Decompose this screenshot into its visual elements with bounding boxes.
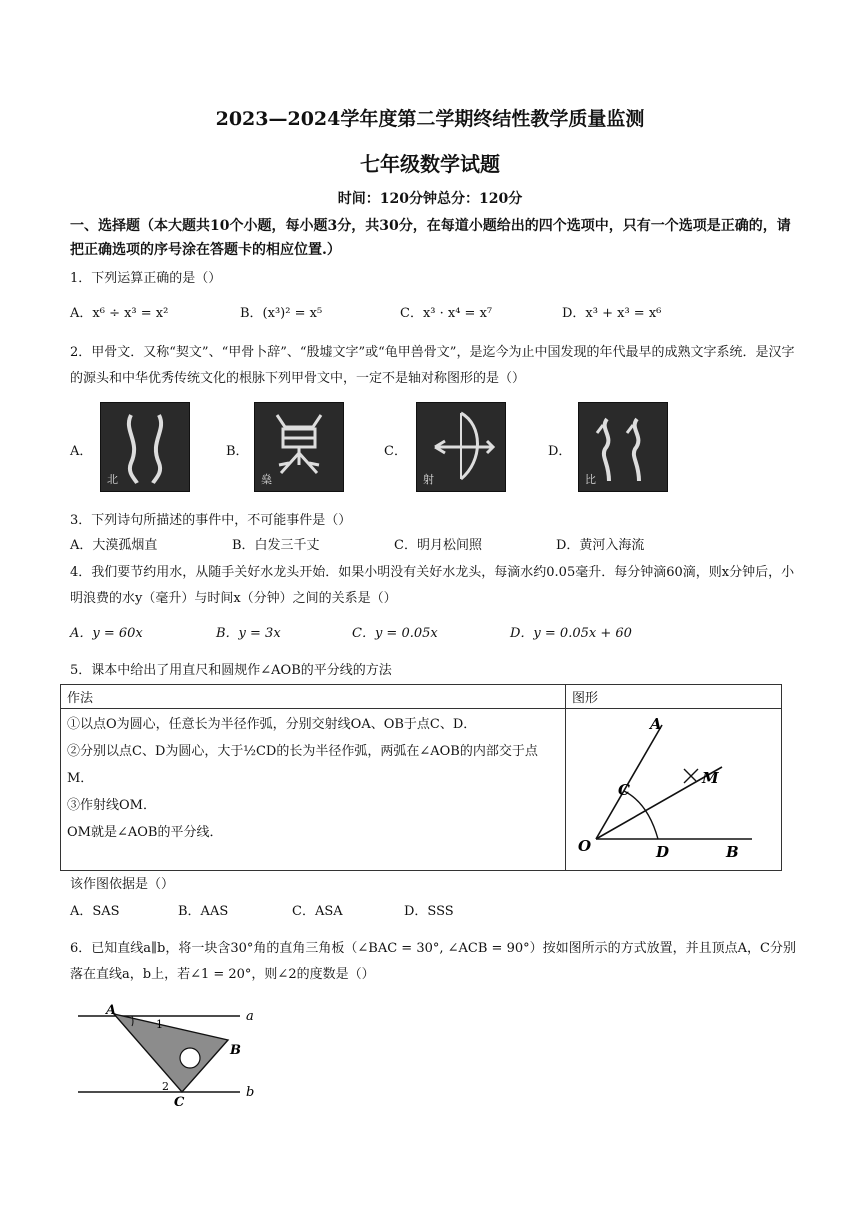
q5-option-d: D．SSS <box>404 904 454 919</box>
q1-option-c: C．x³ · x⁴ = x⁷ <box>400 306 493 321</box>
q5-steps-cell <box>61 709 566 871</box>
q3-option-c: C．明月松间照 <box>394 538 482 553</box>
fig6-label-c: C <box>174 1095 185 1110</box>
oracle-glyph-shen-image <box>254 402 344 492</box>
q1-option-a: A．x⁶ ÷ x³ = x² <box>70 306 169 321</box>
question-5-options <box>70 900 800 926</box>
question-6-stem: 6．已知直线a∥b，将一块含30°角的直角三角板（∠BAC = 30°, ∠ACB = 90°）按如图所示的方式放置，并且顶点A，C分别落在直线a，b上，若∠1 = 20°，则∠2的度数是（） <box>70 941 796 982</box>
glyph-caption-bei: 北 <box>107 473 118 486</box>
angle-bisector-figure <box>572 711 772 861</box>
oracle-glyph-bei-image <box>100 402 190 492</box>
exam-title: 2023—2024学年度第二学期终结性教学质量监测 <box>215 108 645 130</box>
fig5-label-o: O <box>578 837 592 855</box>
question-2-stem: 2．甲骨文．又称“契文”、“甲骨卜辞”、“殷墟文字”或“龟甲兽骨文”，是迄今为止中国发现的年代最早的成熟文字系统．是汉字的源头和中华优秀传统文化的根脉下列甲骨文中，一定不是轴对称图形的是（） <box>70 345 795 386</box>
question-1-options <box>70 302 800 328</box>
q4-option-a: A．y = 60x <box>70 626 143 641</box>
q1-option-d: D．x³ + x³ = x⁶ <box>562 306 662 321</box>
exam-meta: 时间：120分钟总分：120分 <box>337 191 523 207</box>
oracle-glyph-bi-image <box>578 402 668 492</box>
glyph-caption-she: 射 <box>423 473 434 486</box>
fig6-label-1: 1 <box>156 1018 163 1031</box>
q5-figure-cell <box>566 709 782 871</box>
fig5-label-d: D <box>656 843 670 861</box>
q5-col-header-figure: 图形 <box>566 685 782 709</box>
fig5-label-m: M <box>702 769 719 787</box>
fig5-label-b: B <box>726 843 739 861</box>
q4-option-c: C．y = 0.05x <box>352 626 438 641</box>
q3-option-a: A．大漠孤烟直 <box>70 538 158 553</box>
oracle-glyph-she-image <box>416 402 506 492</box>
fig5-label-a: A <box>650 715 662 733</box>
q5-step-2: ②分别以点C、D为圆心，大于½CD的长为半径作弧，两弧在∠AOB的内部交于点M． <box>67 744 538 786</box>
q5-method-table <box>60 684 782 871</box>
q4-option-d: D．y = 0.05x + 60 <box>510 626 632 641</box>
question-5-stem: 5．课本中给出了用直尺和圆规作∠AOB的平分线的方法 <box>70 663 392 678</box>
q5-option-c: C．ASA <box>292 904 343 919</box>
q2-label-b: B． <box>226 444 249 459</box>
glyph-caption-shen: 燊 <box>261 473 272 486</box>
q1-option-b: B．(x³)² = x⁵ <box>240 306 323 321</box>
question-3-stem: 3．下列诗句所描述的事件中，不可能事件是（） <box>70 513 352 528</box>
question-4-options <box>70 622 800 648</box>
q3-option-b: B．白发三千丈 <box>232 538 320 553</box>
fig6-label-a: A <box>106 1003 117 1018</box>
q5-option-a: A．SAS <box>70 904 120 919</box>
q2-label-c: C． <box>384 444 407 459</box>
parallel-lines-triangle-figure <box>70 1000 270 1110</box>
q5-option-b: B．AAS <box>178 904 229 919</box>
q4-option-b: B．y = 3x <box>216 626 281 641</box>
question-3-options <box>70 534 800 560</box>
fig5-label-c: C <box>618 781 630 799</box>
q2-label-d: D． <box>548 444 572 459</box>
exam-subtitle: 七年级数学试题 <box>360 152 500 176</box>
q3-option-d: D．黄河入海流 <box>556 538 645 553</box>
glyph-caption-bi: 比 <box>585 473 596 486</box>
fig6-label-2: 2 <box>162 1080 169 1093</box>
fig6-label-b: B <box>230 1043 241 1058</box>
section-heading: 一、选择题（本大题共10个小题，每小题3分，共30分，在每道小题给出的四个选项中，只有一个选项是正确的，请把正确选项的序号涂在答题卡的相应位置.） <box>70 218 791 258</box>
fig6-label-b-line: b <box>246 1085 255 1100</box>
question-1-stem: 1．下列运算正确的是（） <box>70 271 222 286</box>
q5-col-header-method: 作法 <box>61 685 566 709</box>
q5-basis-question: 该作图依据是（） <box>70 877 175 892</box>
question-4-stem: 4．我们要节约用水，从随手关好水龙头开始．如果小明没有关好水龙头，每滴水约0.05毫升．每分钟滴60滴，则x分钟后，小明浪费的水y（毫升）与时间x（分钟）之间的关系是（） <box>70 565 795 606</box>
q5-step-4: OM就是∠AOB的平分线． <box>67 825 223 840</box>
q2-label-a: A． <box>70 444 93 459</box>
fig6-label-a-line: a <box>246 1009 254 1024</box>
q5-step-1: ①以点O为圆心，任意长为半径作弧，分别交射线OA、OB于点C、D． <box>67 717 477 732</box>
q5-step-3: ③作射线OM． <box>67 798 156 813</box>
